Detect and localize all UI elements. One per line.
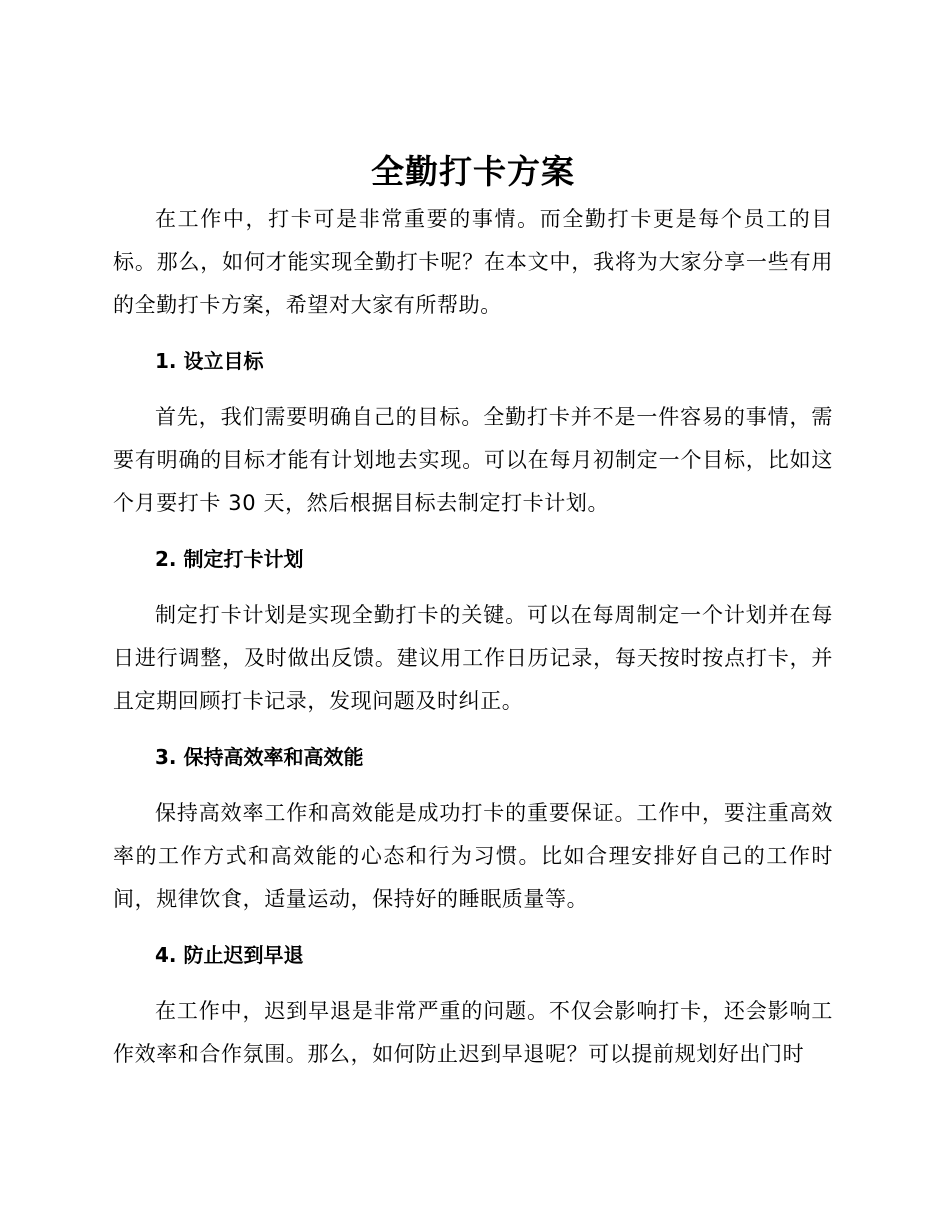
section-heading-1: 1. 设立目标	[155, 349, 264, 373]
section-body-1: 首先，我们需要明确自己的目标。全勤打卡并不是一件容易的事情，需要有明确的目标才能有计划地去实现。可以在每月初制定一个目标，比如这个月要打卡 30 天，然后根据目标去制定打卡计划。	[113, 405, 833, 515]
section-heading-3: 3. 保持高效率和高效能	[155, 745, 364, 769]
section-body-4: 在工作中，迟到早退是非常严重的问题。不仅会影响打卡，还会影响工作效率和合作氛围。那么，如何防止迟到早退呢？可以提前规划好出门时	[113, 999, 833, 1066]
section-heading-2: 2. 制定打卡计划	[155, 547, 304, 571]
section-body-2: 制定打卡计划是实现全勤打卡的关键。可以在每周制定一个计划并在每日进行调整，及时做出反馈。建议用工作日历记录，每天按时按点打卡，并且定期回顾打卡记录，发现问题及时纠正。	[113, 603, 833, 713]
intro-paragraph: 在工作中，打卡可是非常重要的事情。而全勤打卡更是每个员工的目标。那么，如何才能实现全勤打卡呢？在本文中，我将为大家分享一些有用的全勤打卡方案，希望对大家有所帮助。	[113, 207, 833, 317]
document-title: 全勤打卡方案	[371, 152, 575, 191]
document-content	[113, 150, 833, 1076]
section-body-3: 保持高效率工作和高效能是成功打卡的重要保证。工作中，要注重高效率的工作方式和高效能的心态和行为习惯。比如合理安排好自己的工作时间，规律饮食，适量运动，保持好的睡眠质量等。	[113, 801, 833, 911]
section-heading-4: 4. 防止迟到早退	[155, 943, 304, 967]
